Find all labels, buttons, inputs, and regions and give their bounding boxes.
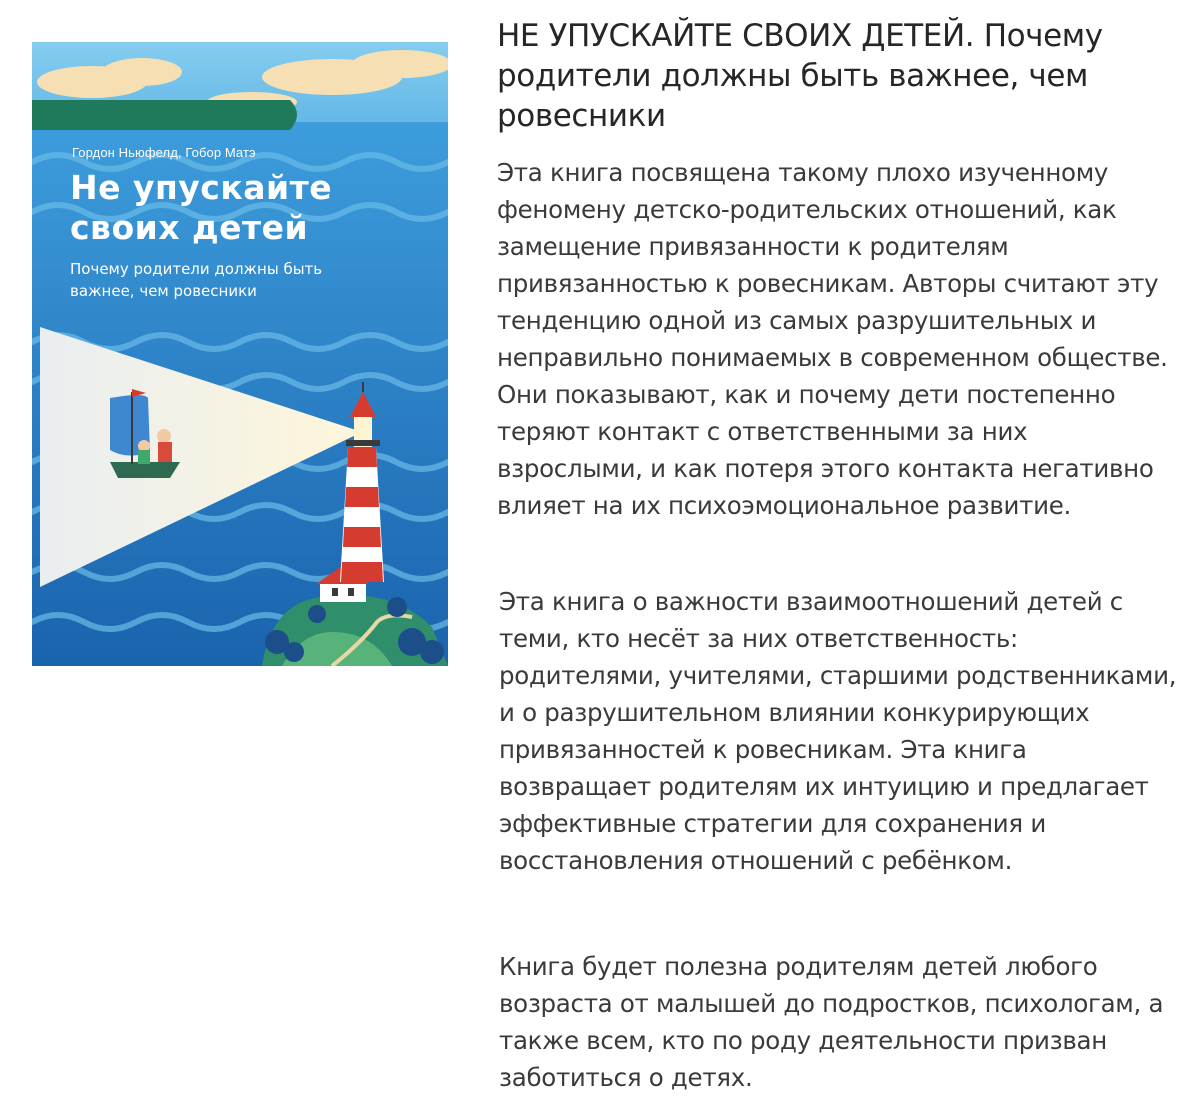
cover-subtitle: Почему родители должны быть важнее, чем ровесники — [70, 260, 323, 300]
book-title: НЕ УПУСКАЙТЕ СВОИХ ДЕТЕЙ. Почему родители должны быть важнее, чем ровесники — [497, 18, 1103, 134]
cover-authors: Гордон Ньюфелд, Гобор Матэ — [72, 145, 256, 160]
cover-title: Не упускайте своих детей — [70, 168, 333, 247]
description-paragraph: Эта книга посвящена такому плохо изученному феномену детско-родительских отношений, как замещение привязанности к родителям привязанностью к ровесникам. Авторы считают эту тенденцию одной из самых разрушительных и неправильно понимаемых в современном обществе. Они показывают, как и почему дети постепенно теряют контакт с ответственными за них взрослыми, и как потеря этого контакта негативно влияет на их психоэмоциональное развитие. — [497, 158, 1168, 520]
description-paragraph: Эта книга о важности взаимоотношений детей с теми, кто несёт за них ответственность: родителями, учителями, старшими родственниками, и о разрушительном влиянии конкурирующих привязанностей к ровесникам. Эта книга возвращает родителям их интуицию и предлагает эффективные стратегии для сохранения и восстановления отношений с ребёнком. — [499, 587, 1177, 875]
book-cover[interactable] — [32, 42, 448, 666]
author-banner — [32, 100, 297, 130]
cover-illustration — [32, 42, 448, 666]
description-paragraph: Книга будет полезна родителям детей любого возраста от малышей до подростков, психологам, а также всем, кто по роду деятельности призван заботиться о детях. — [499, 952, 1164, 1092]
